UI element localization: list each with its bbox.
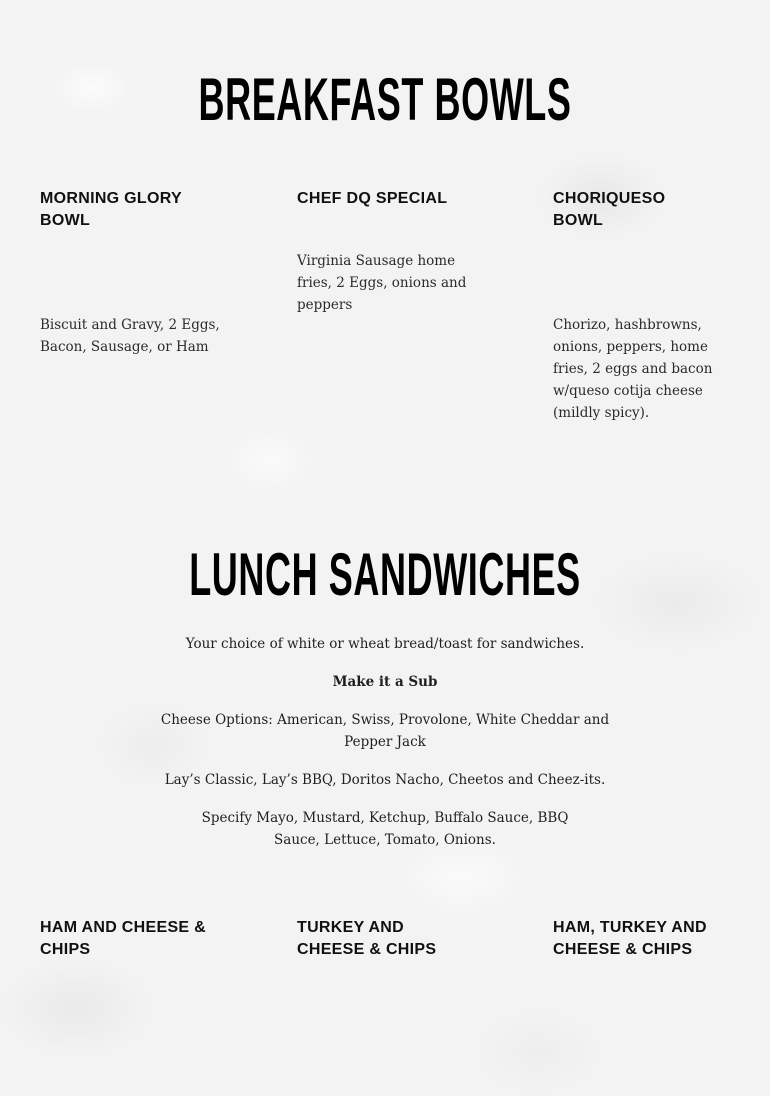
menu-item-name-choriqueso: CHORIQUESO BOWL bbox=[553, 190, 666, 229]
menu-item-name-chef-dq: CHEF DQ SPECIAL bbox=[297, 190, 448, 207]
menu-item-desc-morning-glory: Biscuit and Gravy, 2 Eggs, Bacon, Sausage, or Ham bbox=[40, 317, 220, 355]
condiments-note: Specify Mayo, Mustard, Ketchup, Buffalo Sauce, BBQ Sauce, Lettuce, Tomato, Onions. bbox=[201, 810, 569, 848]
lunch-title: LUNCH SANDWICHES bbox=[189, 541, 581, 608]
menu-item-desc-chef-dq: Virginia Sausage home fries, 2 Eggs, onions and peppers bbox=[297, 253, 467, 313]
menu-item-desc-choriqueso: Chorizo, hashbrowns, onions, peppers, home fries, 2 eggs and bacon w/queso cotija cheese (mildly spicy). bbox=[553, 317, 713, 421]
breakfast-title: BREAKFAST BOWLS bbox=[198, 66, 572, 133]
menu-item-name-ham-turkey-cheese: HAM, TURKEY AND CHEESE & CHIPS bbox=[553, 919, 707, 958]
chips-options-note: Lay’s Classic, Lay’s BBQ, Doritos Nacho, Cheetos and Cheez-its. bbox=[164, 772, 606, 788]
menu-item-name-ham-cheese: HAM AND CHEESE & CHIPS bbox=[40, 919, 206, 958]
bread-note: Your choice of white or wheat bread/toast for sandwiches. bbox=[185, 636, 585, 652]
menu-item-name-turkey-cheese: TURKEY AND CHEESE & CHIPS bbox=[297, 919, 437, 958]
cheese-options-note: Cheese Options: American, Swiss, Provolone, White Cheddar and Pepper Jack bbox=[160, 712, 610, 750]
sub-note: Make it a Sub bbox=[332, 674, 438, 690]
menu-item-name-morning-glory: MORNING GLORY BOWL bbox=[40, 190, 182, 229]
